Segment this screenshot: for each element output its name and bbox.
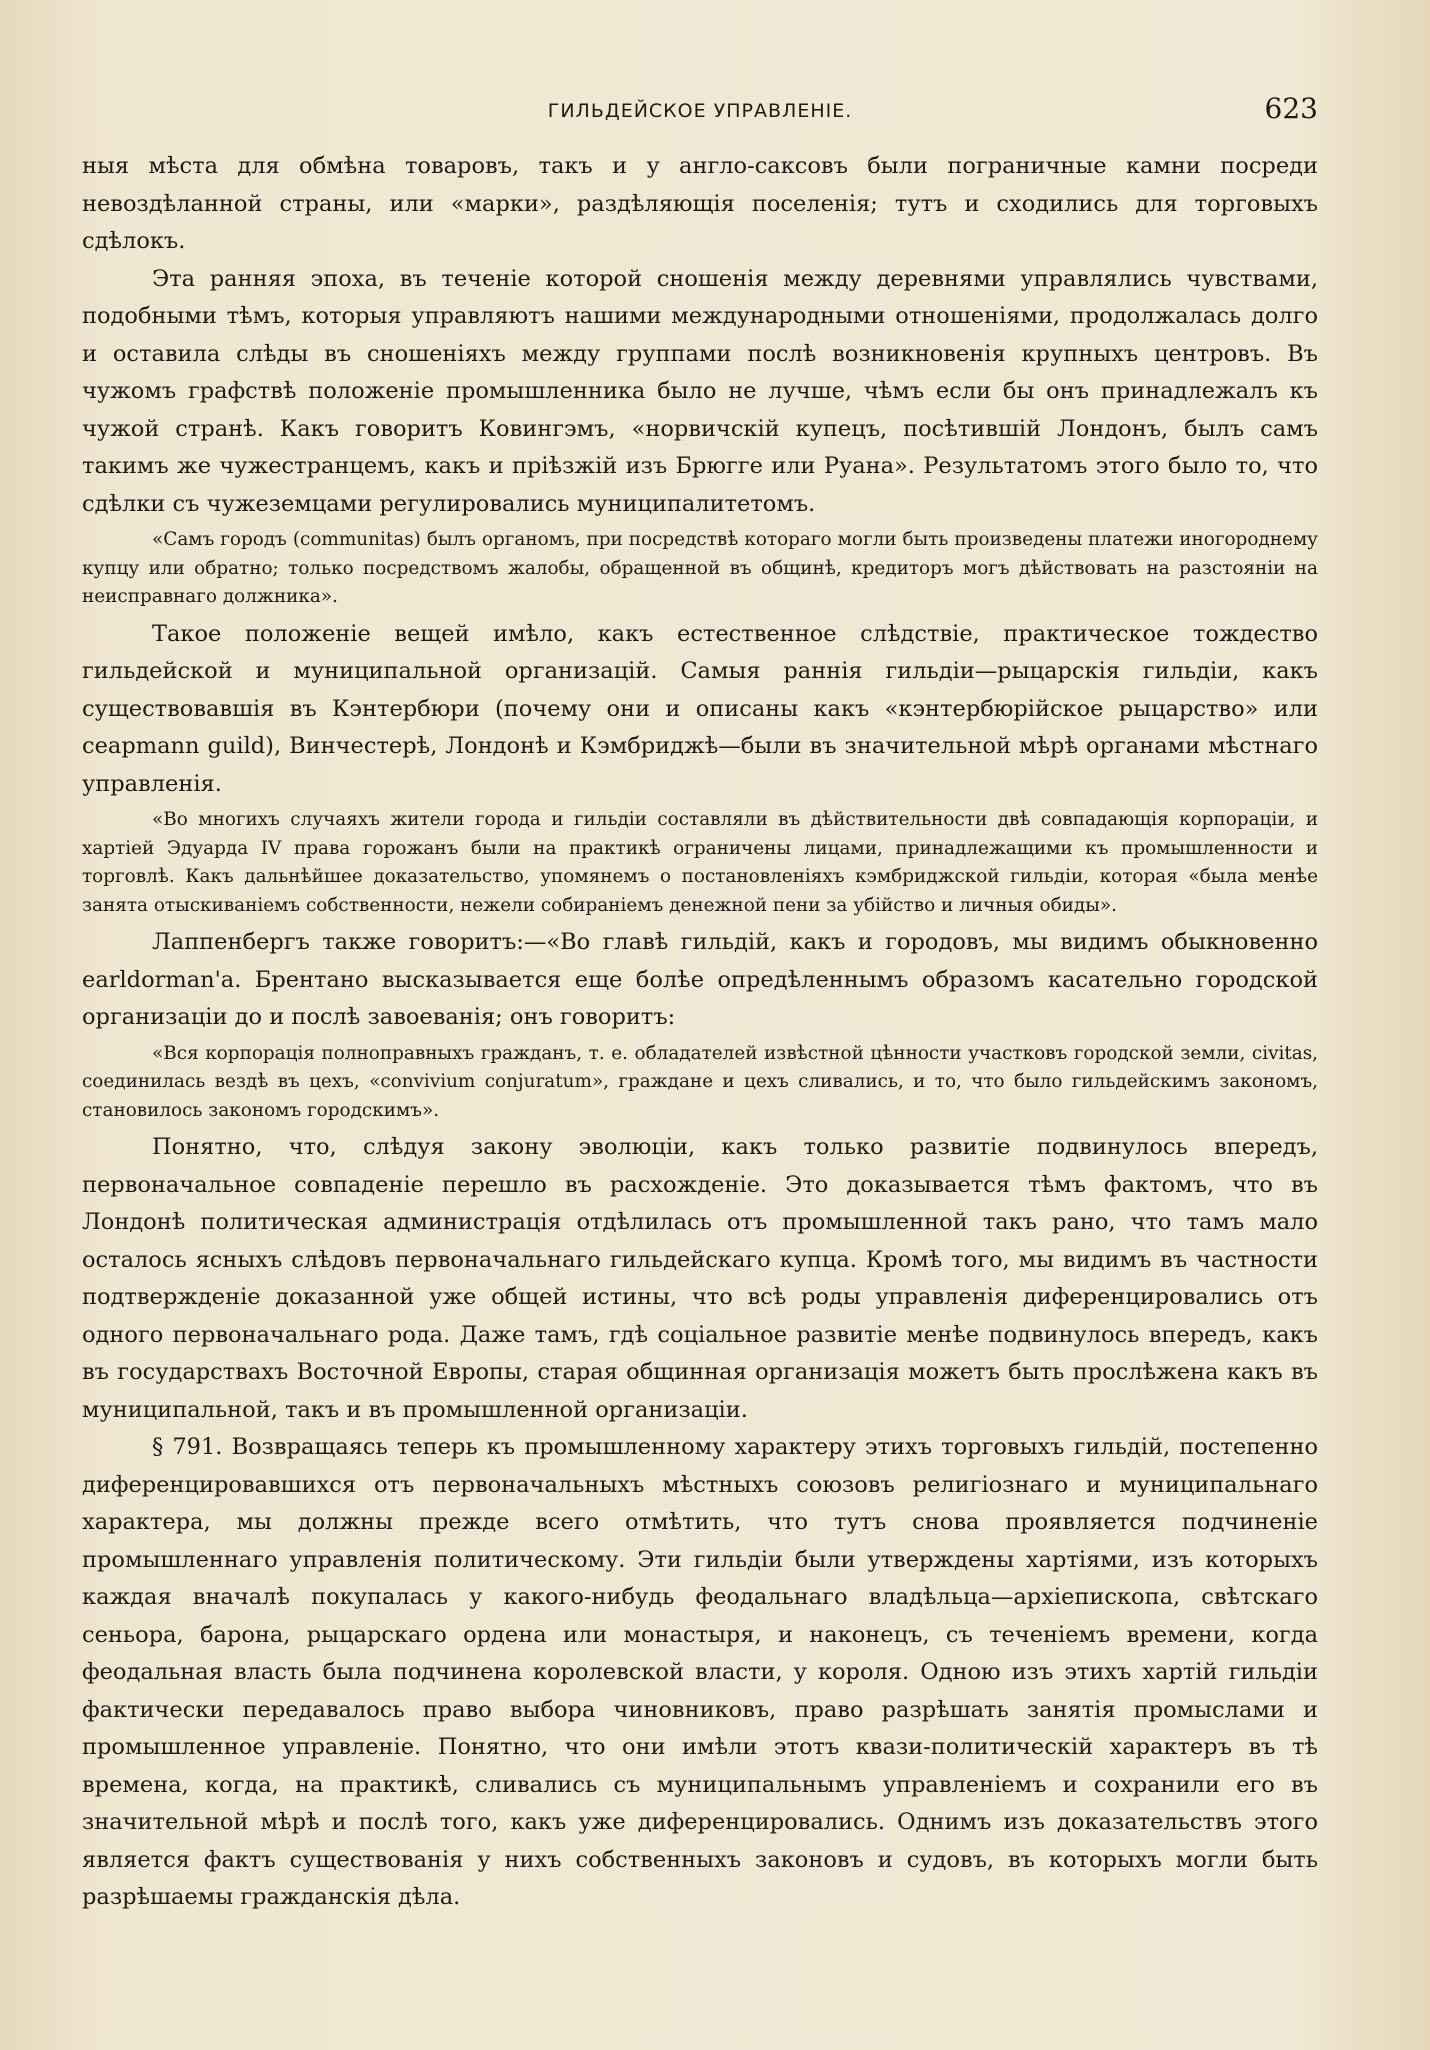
block-quote: «Во многихъ случаяхъ жители города и гильдіи составляли въ дѣйствительности двѣ совпадающія корпораціи, и хартіей Эдуарда IV права горожанъ были на практикѣ ограничены лицами, принадлежащими къ промышленности и торговлѣ. Какъ дальнѣйшее доказательство, упомянемъ о постановленіяхъ кэмбриджской гильдіи, которая «была менѣе занята отыскиваніемъ собственности, нежели собираніемъ денежной пени за убійство и личныя обиды».	[82, 809, 1318, 916]
section-paragraph: § 791. Возвращаясь теперь къ промышленному характеру этихъ торговыхъ гильдій, постепенно диференцировавшихся отъ первоначальныхъ мѣстныхъ союзовъ религіознаго и муниципальнаго характера, мы должны прежде всего отмѣтить, что тутъ снова проявляется подчиненіе промышленнаго управленія политическому. Эти гильдіи были утверждены хартіями, изъ которыхъ каждая вначалѣ покупалась у какого-нибудь феодальнаго владѣльца—архіепископа, свѣтскаго сеньора, барона, рыцарскаго ордена или монастыря, и наконецъ, съ теченіемъ времени, когда феодальная власть была подчинена королевской власти, у короля. Одною изъ этихъ хартій гильдіи фактически передавалось право выбора чиновниковъ, право разрѣшать занятія промыслами и промышленное управленіе. Понятно, что они имѣли этотъ квази-политическій характеръ въ тѣ времена, когда, на практикѣ, сливались съ муниципальнымъ управленіемъ и сохранили его въ значительной мѣрѣ и послѣ того, какъ уже диференцировались. Однимъ изъ доказательствъ этого является фактъ существованія у нихъ собственныхъ законовъ и судовъ, въ которыхъ могли быть разрѣшаемы гражданскія дѣла.	[82, 1434, 1318, 1910]
body-text	[82, 148, 1318, 1917]
paragraph: Лаппенбергъ также говоритъ:—«Во главѣ гильдій, какъ и городовъ, мы видимъ обыкновенно earldorman'а. Брентано высказывается еще болѣе опредѣленнымъ образомъ касательно городской организаціи до и послѣ завоеванія; онъ говоритъ:	[82, 929, 1318, 1030]
block-quote: «Самъ городъ (communitas) былъ органомъ, при посредствѣ котораго могли быть произведены платежи иногороднему купцу или обратно; только посредствомъ жалобы, обращенной въ общинѣ, кредиторъ могъ дѣйствовать на разстояніи на неисправнаго должника».	[82, 529, 1318, 607]
paragraph: Такое положеніе вещей имѣло, какъ естественное слѣдствіе, практическое тождество гильдейской и муниципальной организацій. Самыя раннія гильдіи—рыцарскія гильдіи, какъ существовавшія въ Кэнтербюри (почему они и описаны какъ «кэнтербюрійское рыцарство» или ceapmann guild), Винчестерѣ, Лондонѣ и Кэмбриджѣ—были въ значительной мѣрѣ органами мѣстнаго управленія.	[82, 620, 1318, 797]
paragraph: Эта ранняя эпоха, въ теченіе которой сношенія между деревнями управлялись чувствами, подобными тѣмъ, которыя управляютъ нашими международными отношеніями, продолжалась долго и оставила слѣды въ сношеніяхъ между группами послѣ возникновенія крупныхъ центровъ. Въ чужомъ графствѣ положеніе промышленника было не лучше, чѣмъ если бы онъ принадлежалъ къ чужой странѣ. Какъ говоритъ Ковингэмъ, «норвичскій купецъ, посѣтившій Лондонъ, былъ самъ такимъ же чужестранцемъ, какъ и пріѣзжій изъ Брюгге или Руана». Результатомъ этого было то, что сдѣлки съ чужеземцами регулировались муниципалитетомъ.	[82, 265, 1318, 517]
running-head	[82, 92, 1318, 132]
paragraph: Понятно, что, слѣдуя закону эволюціи, какъ только развитіе подвинулось впередъ, первоначальное совпаденіе перешло въ расхожденіе. Это доказывается тѣмъ фактомъ, что въ Лондонѣ политическая администрація отдѣлилась отъ промышленной такъ рано, что тамъ мало осталось ясныхъ слѣдовъ первоначальнаго гильдейскаго купца. Кромѣ того, мы видимъ въ частности подтвержденіе доказанной уже общей истины, что всѣ роды управленія диференцировались отъ одного первоначальнаго рода. Даже тамъ, гдѣ соціальное развитіе менѣе подвинулось впередъ, какъ въ государствахъ Восточной Европы, старая общинная организація можетъ быть прослѣжена какъ въ муниципальной, такъ и въ промышленной организаціи.	[82, 1134, 1318, 1423]
running-title: ГИЛЬДЕЙСКОЕ УПРАВЛЕНІЕ.	[547, 100, 853, 122]
block-quote: «Вся корпорація полноправныхъ гражданъ, т. е. обладателей извѣстной цѣнности участковъ городской земли, civitas, соединилась вездѣ въ цехъ, «convivium conjuratum», граждане и цехъ сливались, и то, что было гильдейскимъ закономъ, становилось закономъ городскимъ».	[82, 1042, 1318, 1121]
page-number: 623	[1264, 92, 1318, 125]
paragraph-continuation: ныя мѣста для обмѣна товаровъ, такъ и у англо-саксовъ были пограничные камни посреди невоздѣланной страны, или «марки», раздѣляющія поселенія; тутъ и сходились для торговыхъ сдѣлокъ.	[82, 153, 1318, 254]
